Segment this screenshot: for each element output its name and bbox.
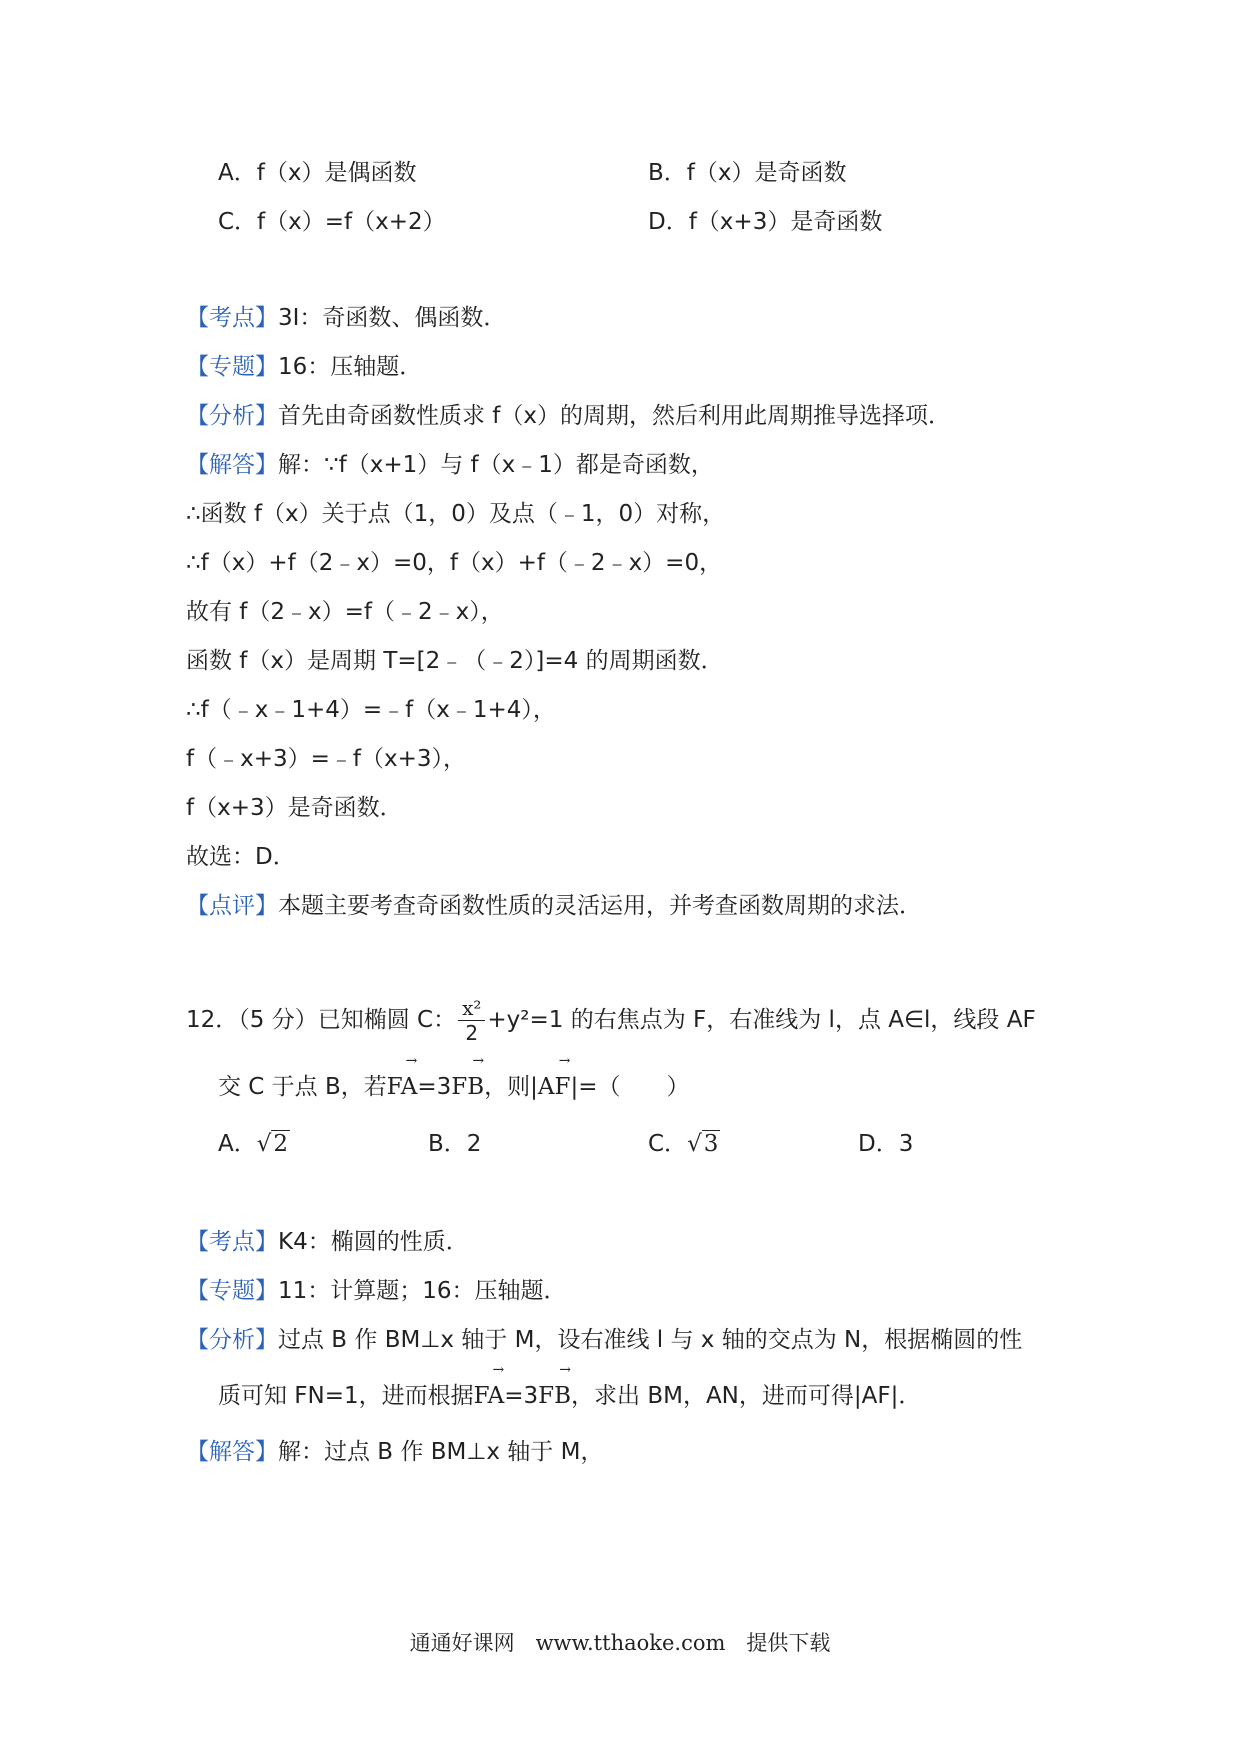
kaodian-text: K4：椭圆的性质． <box>278 1229 469 1255</box>
q12-stem-post: +y²=1 的右焦点为 F，右准线为 l，点 A∈l，线段 AF <box>487 1007 1036 1033</box>
q11-option-c: C．f（x）=f（x+2） <box>218 209 446 235</box>
kaodian-tag: 【考点】 <box>186 1229 278 1255</box>
q11-fenxi <box>186 401 951 431</box>
jieda-tag: 【解答】 <box>186 452 278 478</box>
radicand: 3 <box>703 1131 719 1157</box>
q12-stem-line2 <box>218 1072 690 1102</box>
q12-kaodian <box>186 1227 469 1257</box>
ellipse-fraction <box>458 996 485 1045</box>
q11-step: 故有 f（2﹣x）=f（﹣2﹣x）， <box>186 599 504 625</box>
q11-dianping <box>186 891 922 921</box>
zhuanti-text: 11：计算题；16：压轴题． <box>278 1278 567 1304</box>
radicand: 2 <box>273 1131 289 1157</box>
jieda-tag: 【解答】 <box>186 1439 278 1465</box>
sqrt-symbol: √2 <box>256 1131 289 1157</box>
q11-step: 故选：D． <box>186 844 296 870</box>
page-footer: 通通好课网 www.tthaoke.com 提供下载 <box>409 1631 831 1655</box>
q12-line2-mid: ，则| <box>484 1074 538 1100</box>
jieda-text: 解：∵f（x+1）与 f（x﹣1）都是奇函数， <box>278 452 714 478</box>
q11-kaodian <box>186 303 506 333</box>
q11-step: 函数 f（x）是周期 T=[2﹣（﹣2）]=4 的周期函数． <box>186 648 724 674</box>
fenxi-text: 首先由奇函数性质求 f（x）的周期，然后利用此周期推导选择项． <box>278 403 952 429</box>
kaodian-tag: 【考点】 <box>186 305 278 331</box>
q12-option-d: D．3 <box>858 1131 914 1157</box>
fenxi2-pre: 质可知 FN=1，进而根据 <box>218 1383 474 1409</box>
dianping-text: 本题主要考查奇函数性质的灵活运用，并考查函数周期的求法． <box>278 893 922 919</box>
q11-step: f（x+3）是奇函数． <box>186 795 403 821</box>
dianping-tag: 【点评】 <box>186 893 278 919</box>
q11-option-d: D．f（x+3）是奇函数 <box>648 209 883 235</box>
q11-step: ∴函数 f（x）关于点（1，0）及点（﹣1，0）对称， <box>186 501 726 527</box>
option-c-label: C． <box>648 1131 688 1157</box>
equals-three: =3 <box>504 1383 539 1409</box>
zhuanti-text: 16：压轴题． <box>278 354 423 380</box>
vector-fa: FA → <box>474 1381 505 1411</box>
q12-jieda <box>186 1437 603 1467</box>
fenxi-tag: 【分析】 <box>186 403 278 429</box>
jieda-text: 解：过点 B 作 BM⊥x 轴于 M， <box>278 1439 604 1465</box>
kaodian-text: 3I：奇函数、偶函数． <box>278 305 507 331</box>
q11-step: ∴f（x）+f（2﹣x）=0，f（x）+f（﹣2﹣x）=0， <box>186 550 723 576</box>
q12-line2-post: |=（ ） <box>570 1074 690 1100</box>
q12-option-b: B．2 <box>428 1131 482 1157</box>
vector-fa: FA → <box>387 1072 418 1102</box>
option-a-label: A． <box>218 1131 257 1157</box>
fraction-denominator: 2 <box>458 1020 485 1045</box>
vector-fb: FB → <box>451 1072 484 1102</box>
q12-stem <box>186 990 1036 1050</box>
fenxi-tag: 【分析】 <box>186 1327 278 1353</box>
q11-step: f（﹣x+3）=﹣f（x+3）， <box>186 746 466 772</box>
q12-fenxi-line2 <box>218 1381 921 1411</box>
q11-option-a: A．f（x）是偶函数 <box>218 160 417 186</box>
fenxi2-post: ，求出 BM，AN，进而可得|AF|． <box>571 1383 922 1409</box>
q12-option-a <box>218 1129 290 1159</box>
q11-jieda <box>186 450 714 480</box>
vector-af: AF → <box>538 1072 571 1102</box>
fenxi-text: 过点 B 作 BM⊥x 轴于 M，设右准线 l 与 x 轴的交点为 N，根据椭圆的性 <box>278 1327 1023 1353</box>
zhuanti-tag: 【专题】 <box>186 1278 278 1304</box>
q11-zhuanti <box>186 352 422 382</box>
zhuanti-tag: 【专题】 <box>186 354 278 380</box>
q12-stem-pre: 12．（5 分）已知椭圆 C： <box>186 1007 457 1033</box>
sqrt-symbol: √3 <box>687 1131 719 1157</box>
vector-fb: FB → <box>538 1381 571 1411</box>
fraction-numerator: x² <box>462 996 482 1020</box>
equals-three: =3 <box>417 1074 452 1100</box>
q12-fenxi <box>186 1325 1022 1355</box>
q12-zhuanti <box>186 1276 567 1306</box>
q11-option-b: B．f（x）是奇函数 <box>648 160 847 186</box>
q12-line2-pre: 交 C 于点 B，若 <box>218 1074 387 1100</box>
q11-step: ∴f（﹣x﹣1+4）=﹣f（x﹣1+4）， <box>186 697 556 723</box>
q12-option-c <box>648 1129 720 1159</box>
